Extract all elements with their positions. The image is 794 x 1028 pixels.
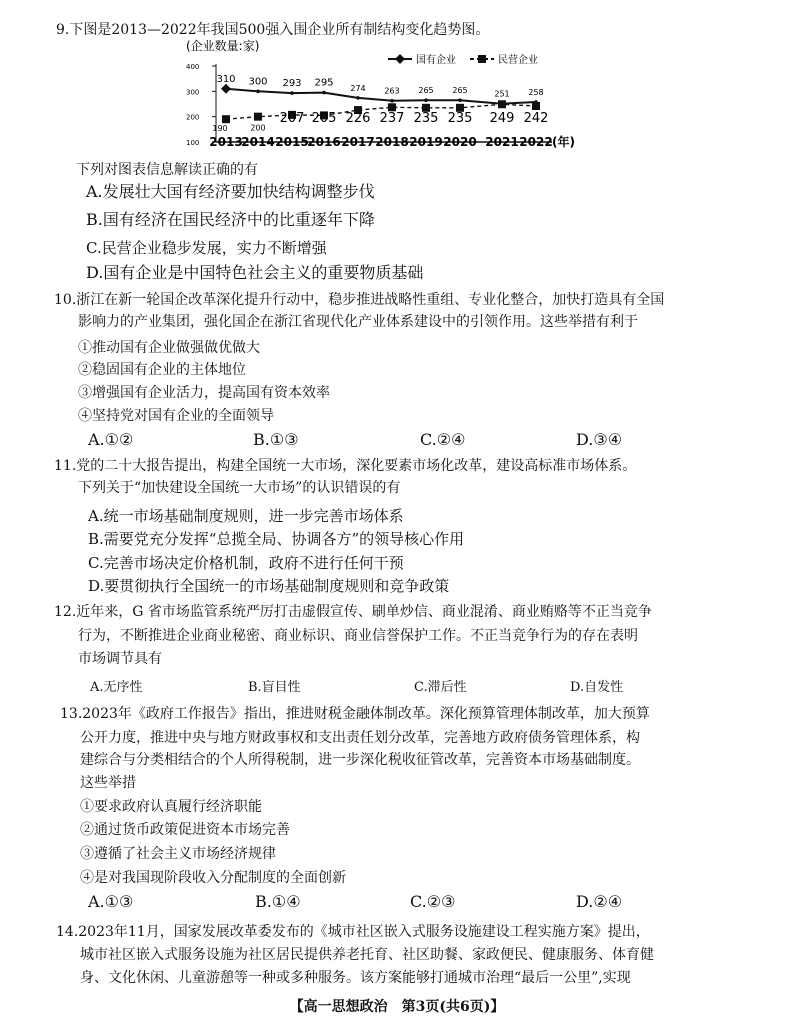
q13-choice-c[interactable]: C.②③ — [410, 892, 456, 911]
x-tick-label: 2014 — [241, 135, 275, 149]
x-tick-label: 2018 — [375, 135, 409, 149]
legend-label-private: 民营企业 — [498, 55, 538, 66]
q10-choice-d[interactable]: D.③④ — [576, 430, 623, 449]
q13-stem-3: 建综合与分类相结合的个人所得税制，进一步深化税收征管改革，完善资本市场基础制度。 — [80, 752, 640, 768]
soe-point — [424, 98, 428, 102]
legend-marker-private — [478, 55, 486, 63]
q9-stem: 9.下图是2013—2022年我国500强入围企业所有制结构变化趋势图。 — [56, 22, 490, 38]
soe-value-label: 293 — [282, 78, 302, 90]
q14-stem-2: 城市社区嵌入式服务设施为社区居民提供养老托育、社区助餐、家政便民、健康服务、体育健 — [80, 947, 654, 963]
q13-choice-d[interactable]: D.②④ — [576, 892, 623, 911]
q9-option-d[interactable]: D.国有企业是中国特色社会主义的重要物质基础 — [86, 263, 424, 282]
y-tick-label: 300 — [186, 88, 200, 97]
x-tick-label: 2017 — [341, 135, 375, 149]
series-private — [212, 100, 548, 133]
q10-item-3: ③增强国有企业活力，提高国有资本效率 — [78, 385, 330, 401]
ownership-trend-chart — [180, 36, 600, 150]
q10-item-4: ④坚持党对国有企业的全面领导 — [78, 408, 274, 424]
soe-value-label: 274 — [350, 83, 366, 93]
q11-option-a[interactable]: A.统一市场基础制度规则，进一步完善市场体系 — [88, 507, 404, 525]
q14-stem-3: 身、文化休闲、儿童游憩等一种或多种服务。该方案能够打通城市治理“最后一公里”,实现 — [80, 970, 631, 986]
soe-value-label: 300 — [248, 76, 268, 88]
private-point — [498, 100, 506, 108]
page-footer: 【高一思想政治 第3页(共6页)】 — [289, 999, 505, 1015]
q10-choices — [0, 430, 794, 452]
soe-value-label: 251 — [494, 89, 510, 99]
private-value-label: 237 — [379, 111, 405, 126]
q10-choice-a[interactable]: A.①② — [88, 430, 134, 449]
y-tick-label: 200 — [186, 113, 200, 122]
q10-stem-1: 10.浙江在新一轮国企改革深化提升行动中，稳步推进战略性重组、专业化整合，加快打造具有全国 — [54, 292, 665, 308]
q9-option-a[interactable]: A.发展壮大国有经济要加快结构调整步伐 — [86, 182, 375, 201]
private-value-label: 242 — [523, 111, 549, 126]
private-value-label: 200 — [250, 123, 266, 133]
q13-stem-1: 13.2023年《政府工作报告》指出，推进财税金融体制改革。深化预算管理体制改革，加大预算 — [60, 706, 650, 722]
private-value-label: 226 — [345, 111, 371, 126]
soe-point — [322, 91, 326, 95]
q12-stem-3: 市场调节具有 — [78, 651, 162, 667]
soe-value-label: 258 — [528, 87, 544, 97]
q13-choice-a[interactable]: A.①③ — [88, 892, 134, 911]
soe-value-label: 310 — [216, 73, 236, 85]
soe-point — [256, 90, 260, 94]
q12-choice-c[interactable]: C.滞后性 — [414, 680, 467, 695]
q14-stem-1: 14.2023年11月，国家发展改革委发布的《城市社区嵌入式服务设施建设工程实施方案》提出， — [56, 924, 650, 940]
q11-option-d[interactable]: D.要贯彻执行全国统一的市场基础制度规则和竞争政策 — [88, 577, 450, 595]
soe-point — [458, 98, 462, 102]
chart-xlabel: (年) — [552, 135, 575, 149]
q10-choice-c[interactable]: C.②④ — [420, 430, 466, 449]
x-tick-label: 2016 — [307, 135, 341, 149]
soe-value-label: 263 — [384, 86, 400, 96]
soe-value-label: 295 — [314, 77, 334, 89]
soe-value-label: 265 — [418, 86, 434, 96]
q12-choice-a[interactable]: A.无序性 — [90, 680, 143, 695]
q13-choices — [0, 892, 794, 914]
q13-lead: 这些举措 — [80, 775, 136, 791]
q11-stem-2: 下列关于“加快建设全国统一大市场”的认识错误的有 — [78, 480, 401, 496]
q12-stem-2: 行为，不断推进企业商业秘密、商业标识、商业信誉保护工作。不正当竞争行为的存在表明 — [78, 628, 638, 644]
private-value-label: 190 — [212, 124, 228, 134]
q13-stem-2: 公开力度，推进中央与地方财政事权和支出责任划分改革，完善地方政府债务管理体系，构 — [80, 730, 640, 746]
private-value-label: 207 — [279, 111, 305, 126]
x-tick-label: 2021 — [485, 135, 519, 149]
q10-stem-2: 影响力的产业集团，强化国企在浙江省现代化产业体系建设中的引领作用。这些举措有利于 — [78, 314, 638, 330]
y-tick-label: 100 — [186, 139, 200, 147]
q9-lead: 下列对图表信息解读正确的有 — [76, 162, 258, 178]
private-point — [532, 102, 540, 110]
y-tick-label: 400 — [186, 63, 200, 71]
q13-item-1: ①要求政府认真履行经济职能 — [80, 799, 262, 815]
private-value-label: 235 — [413, 111, 439, 126]
x-tick-label: 2022 — [519, 135, 553, 149]
q13-item-3: ③遵循了社会主义市场经济规律 — [80, 846, 276, 862]
soe-point — [390, 99, 394, 103]
x-tick-label: 2019 — [409, 135, 443, 149]
chart-legend — [388, 53, 538, 66]
soe-value-label: 265 — [452, 86, 468, 96]
q9-option-c[interactable]: C.民营企业稳步发展，实力不断增强 — [86, 239, 327, 257]
x-tick-label: 2015 — [275, 135, 309, 149]
q9-option-b[interactable]: B.国有经济在国民经济中的比重逐年下降 — [86, 210, 375, 229]
q13-item-2: ②通过货币政策促进资本市场完善 — [80, 822, 290, 838]
private-value-label: 235 — [447, 111, 473, 126]
private-value-label: 205 — [311, 111, 337, 126]
private-point — [254, 113, 262, 121]
q11-option-b[interactable]: B.需要党充分发挥“总揽全局、协调各方”的领导核心作用 — [88, 530, 465, 548]
q10-item-2: ②稳固国有企业的主体地位 — [78, 362, 246, 378]
x-tick-label: 2020 — [443, 135, 477, 149]
chart-ylabel: (企业数量:家) — [186, 39, 260, 53]
private-value-label: 249 — [489, 111, 515, 126]
soe-point — [290, 91, 294, 95]
q12-choice-b[interactable]: B.盲目性 — [248, 680, 301, 695]
q13-item-4: ④是对我国现阶段收入分配制度的全面创新 — [80, 870, 346, 886]
series-soe — [216, 74, 543, 106]
q13-choice-b[interactable]: B.①④ — [255, 892, 301, 911]
q10-choice-b[interactable]: B.①③ — [253, 430, 299, 449]
q11-stem-1: 11.党的二十大报告提出，构建全国统一大市场，深化要素市场化改革，建设高标准市场体系。 — [54, 458, 637, 474]
soe-point — [221, 84, 231, 94]
q12-choices — [0, 676, 794, 696]
soe-point — [356, 96, 360, 100]
q10-item-1: ①推动国有企业做强做优做大 — [78, 340, 260, 356]
private-point — [222, 115, 230, 123]
x-tick-label: 2013 — [209, 135, 243, 149]
q12-stem-1: 12.近年来，G 省市场监管系统严厉打击虚假宣传、刷单炒信、商业混淆、商业贿赂等不正当竞争 — [54, 604, 652, 620]
q12-choice-d[interactable]: D.自发性 — [570, 680, 624, 695]
q11-option-c[interactable]: C.完善市场决定价格机制，政府不进行任何干预 — [88, 554, 404, 572]
legend-label-soe: 国有企业 — [416, 55, 456, 66]
chart-xticks — [209, 135, 552, 149]
legend-marker-soe — [395, 54, 405, 64]
